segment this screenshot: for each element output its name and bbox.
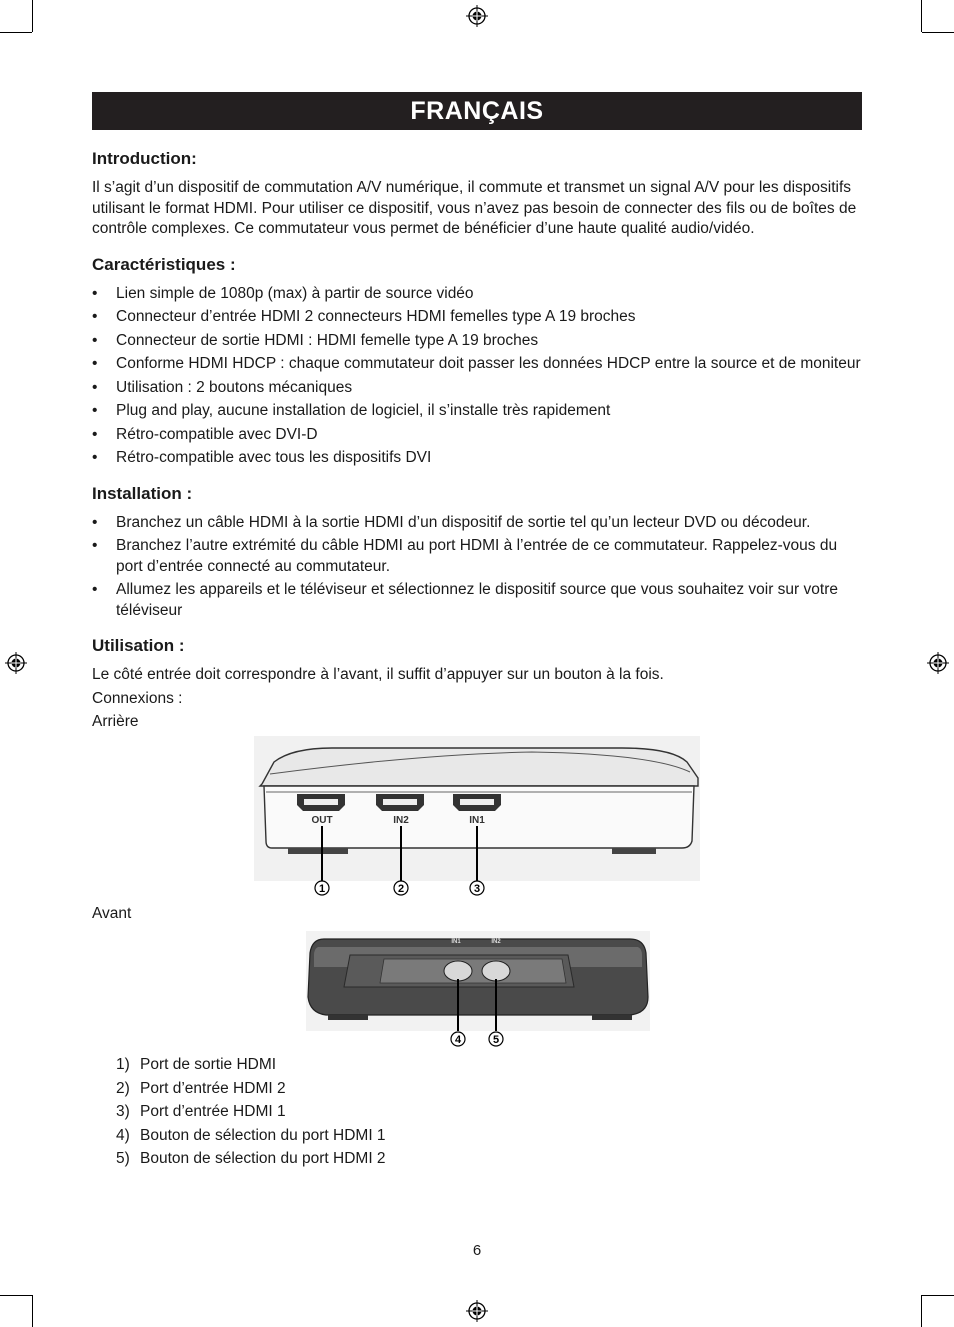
button-top-label-in2: IN2 [491,939,501,945]
legend-item [92,1079,864,1100]
port-label-in1: IN1 [469,814,485,826]
list-item-text: Connecteur d’entrée HDMI 2 connecteurs HDMI femelles type A 19 broches [116,308,636,325]
list-item [92,425,864,446]
features-list [92,284,864,469]
page-number: 6 [472,1242,482,1259]
callout-5: 5 [492,1034,500,1046]
select-in1-button-icon [444,961,472,981]
crop-mark-top-left-h [0,32,32,33]
registration-mark-icon [466,1300,488,1322]
intro-heading: Introduction: [92,149,197,168]
bullet: • [92,308,98,325]
port-label-out: OUT [311,814,333,826]
crop-mark-bottom-right-h [922,1295,954,1296]
bullet: • [92,355,98,372]
hdmi-port-in2-icon [376,794,424,811]
intro-text: Il s’agit d’un dispositif de commutation A/V numérique, il commute et transmet un signal A/V pour les dispositifs utilisant le format HDMI. Pour utiliser ce dispositif, vous n’avez pas besoin de connecter des fils ou de boîtes de contrôle complexes. Ce commutateur vous permet de bénéficier d’une haute qualité audio/vidéo. [92,179,857,237]
installation-heading: Installation : [92,483,193,503]
registration-mark-icon [5,652,27,674]
button-top-label-in1: IN1 [451,939,461,945]
list-item [92,536,864,577]
legend-number: 3) [116,1103,130,1120]
bullet: • [92,284,98,302]
list-item-text: Conforme HDMI HDCP : chaque commutateur doit passer les données HDCP entre la source et de moniteur [116,355,861,372]
bullet: • [92,378,98,396]
rear-label: Arrière [92,713,139,730]
list-item-text: Rétro-compatible avec DVI-D [116,425,318,443]
legend-text: Port d’entrée HDMI 2 [140,1079,286,1097]
bullet: • [92,402,98,419]
list-item-text: Branchez un câble HDMI à la sortie HDMI d’un dispositif de sortie tel qu’un lecteur DVD ou décodeur. [116,513,811,531]
list-item-text: Rétro-compatible avec tous les dispositifs DVI [116,449,432,466]
crop-mark-bottom-left-v [32,1295,33,1327]
legend-number: 5) [116,1150,130,1167]
crop-mark-top-right-h [922,32,954,33]
select-in2-button-icon [482,961,510,981]
usage-text: Le côté entrée doit correspondre à l’avant, il suffit d’appuyer sur un bouton à la fois. [92,666,664,683]
registration-mark-icon [466,5,488,27]
legend-item [92,1055,864,1076]
language-banner: FRANÇAIS [92,92,862,130]
legend-number: 2) [116,1079,130,1097]
installation-list [92,513,864,622]
legend-item [92,1102,864,1123]
list-item-text: Lien simple de 1080p (max) à partir de source vidéo [116,284,474,302]
bullet: • [92,513,98,531]
hdmi-port-in1-icon [453,794,501,811]
bullet: • [92,425,98,443]
parts-legend [92,1055,864,1170]
list-item [92,378,864,399]
front-figure [92,927,864,1055]
legend-text: Bouton de sélection du port HDMI 1 [140,1126,386,1144]
list-item [92,331,864,352]
list-item-text: Allumez les appareils et le téléviseur et sélectionnez le dispositif source que vous souhaitez voir sur votre téléviseur [116,581,838,619]
list-item-text: Plug and play, aucune installation de logiciel, il s’installe très rapidement [116,402,611,419]
hdmi-port-out-icon [297,794,345,811]
callout-2: 2 [397,882,405,895]
bullet: • [92,331,98,349]
rear-device-illustration [92,736,864,904]
crop-mark-top-left-v [32,0,33,32]
callout-3: 3 [473,882,481,895]
registration-mark-icon [927,652,949,674]
front-label: Avant [92,904,132,922]
legend-text: Port de sortie HDMI [140,1056,277,1073]
rear-figure [92,736,864,904]
port-label-in2: IN2 [393,814,409,826]
list-item [92,354,864,375]
list-item [92,284,864,305]
front-device-illustration [92,927,864,1055]
legend-number: 4) [116,1126,130,1144]
crop-mark-bottom-left-h [0,1295,32,1296]
connections-label: Connexions : [92,689,183,707]
legend-number: 1) [116,1056,130,1073]
list-item [92,307,864,328]
list-item [92,513,864,534]
list-item [92,448,864,469]
list-item [92,580,864,621]
legend-text: Port d’entrée HDMI 1 [140,1103,286,1120]
usage-heading: Utilisation : [92,636,185,655]
list-item-text: Utilisation : 2 boutons mécaniques [116,378,353,396]
legend-item [92,1149,864,1170]
crop-mark-bottom-right-v [921,1295,922,1327]
bullet: • [92,537,98,554]
legend-item [92,1126,864,1147]
features-heading: Caractéristiques : [92,254,236,274]
callout-4: 4 [454,1034,462,1046]
bullet: • [92,449,98,466]
callout-1: 1 [318,882,326,895]
crop-mark-top-right-v [921,0,922,32]
bullet: • [92,581,98,598]
page-content [92,148,864,1173]
list-item-text: Branchez l’autre extrémité du câble HDMI au port HDMI à l’entrée de ce commutateur. Rappelez-vous du port d’entrée connecté au commutateur. [116,537,838,575]
list-item-text: Connecteur de sortie HDMI : HDMI femelle type A 19 broches [116,331,539,349]
legend-text: Bouton de sélection du port HDMI 2 [140,1150,386,1167]
list-item [92,401,864,422]
